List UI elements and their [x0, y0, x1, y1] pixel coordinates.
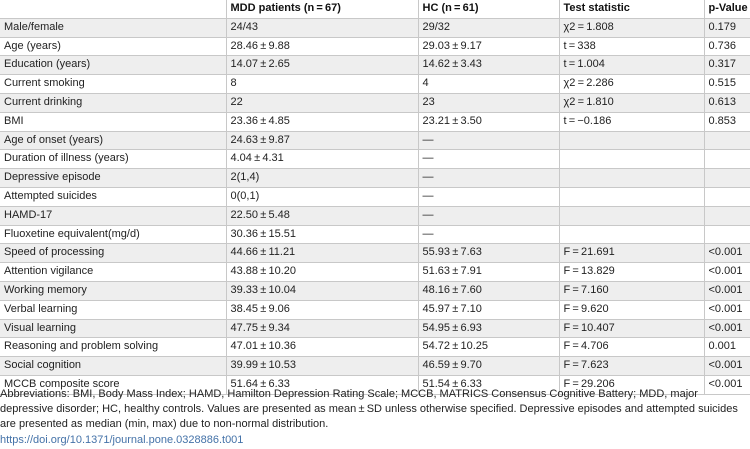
table-row [0, 75, 750, 94]
cell-test-statistic: t = 338 [559, 37, 704, 56]
cell-test-statistic: F = 4.706 [559, 338, 704, 357]
cell-p-value: <0.001 [704, 375, 750, 394]
cell-variable: Age (years) [0, 37, 226, 56]
cell-test-statistic: F = 29.206 [559, 375, 704, 394]
cell-test-statistic [559, 150, 704, 169]
cell-mdd: 38.45 ± 9.06 [226, 300, 418, 319]
cell-hc: 29/32 [418, 18, 559, 37]
cell-variable: HAMD-17 [0, 206, 226, 225]
cell-mdd: 43.88 ± 10.20 [226, 263, 418, 282]
cell-hc: — [418, 131, 559, 150]
cell-variable: Working memory [0, 281, 226, 300]
cell-variable: Current smoking [0, 75, 226, 94]
cell-test-statistic: F = 7.623 [559, 357, 704, 376]
cell-p-value: <0.001 [704, 300, 750, 319]
cell-test-statistic: t = 1.004 [559, 56, 704, 75]
cell-test-statistic: F = 10.407 [559, 319, 704, 338]
cell-p-value [704, 169, 750, 188]
cell-hc: 23.21 ± 3.50 [418, 112, 559, 131]
cell-p-value: <0.001 [704, 244, 750, 263]
cell-hc: 51.63 ± 7.91 [418, 263, 559, 282]
cell-p-value: <0.001 [704, 281, 750, 300]
cell-variable: Reasoning and problem solving [0, 338, 226, 357]
table-row [0, 112, 750, 131]
table-row [0, 93, 750, 112]
cell-mdd: 8 [226, 75, 418, 94]
cell-hc: 45.97 ± 7.10 [418, 300, 559, 319]
cell-variable: Visual learning [0, 319, 226, 338]
cell-mdd: 2(1,4) [226, 169, 418, 188]
table-row [0, 206, 750, 225]
cell-variable: Attempted suicides [0, 187, 226, 206]
cell-p-value [704, 131, 750, 150]
cell-hc: 51.54 ± 6.33 [418, 375, 559, 394]
cell-p-value: 0.853 [704, 112, 750, 131]
table-row [0, 18, 750, 37]
cell-test-statistic: F = 9.620 [559, 300, 704, 319]
cell-hc: — [418, 169, 559, 188]
cell-variable: BMI [0, 112, 226, 131]
table-row [0, 37, 750, 56]
cell-p-value: 0.736 [704, 37, 750, 56]
cell-variable: Social cognition [0, 357, 226, 376]
cell-p-value: <0.001 [704, 319, 750, 338]
header-hc: HC (n = 61) [418, 0, 559, 18]
header-test-statistic: Test statistic [559, 0, 704, 18]
cell-p-value [704, 150, 750, 169]
cell-hc: 54.72 ± 10.25 [418, 338, 559, 357]
table-row [0, 56, 750, 75]
table-row [0, 150, 750, 169]
cell-test-statistic: χ2 = 1.808 [559, 18, 704, 37]
cell-p-value [704, 187, 750, 206]
cell-hc: 4 [418, 75, 559, 94]
cell-test-statistic: χ2 = 2.286 [559, 75, 704, 94]
cell-hc: 23 [418, 93, 559, 112]
table-row [0, 187, 750, 206]
cell-hc: — [418, 206, 559, 225]
header-mdd: MDD patients (n = 67) [226, 0, 418, 18]
table-footnote: Abbreviations: BMI, Body Mass Index; HAMD, Hamilton Depression Rating Scale; MCCB, MATRICS Consensus Cognitive Battery; MDD, major depressive disorder; HC, healthy controls. Values are presented as mean ± SD unless otherwise specified. Depressive episodes and attempted suicides are presented as median (min, max) due to non-normal distribution. [0, 388, 738, 430]
cell-mdd: 28.46 ± 9.88 [226, 37, 418, 56]
cell-variable: Age of onset (years) [0, 131, 226, 150]
cell-hc: 46.59 ± 9.70 [418, 357, 559, 376]
cell-mdd: 44.66 ± 11.21 [226, 244, 418, 263]
cell-mdd: 22.50 ± 5.48 [226, 206, 418, 225]
cell-variable: Current drinking [0, 93, 226, 112]
cell-test-statistic [559, 225, 704, 244]
cell-mdd: 4.04 ± 4.31 [226, 150, 418, 169]
cell-hc: 54.95 ± 6.93 [418, 319, 559, 338]
cell-mdd: 23.36 ± 4.85 [226, 112, 418, 131]
cell-mdd: 47.75 ± 9.34 [226, 319, 418, 338]
cell-variable: Education (years) [0, 56, 226, 75]
cell-mdd: 24/43 [226, 18, 418, 37]
doi-link[interactable]: https://doi.org/10.1371/journal.pone.0328886.t001 [0, 434, 244, 446]
table-row [0, 263, 750, 282]
cell-variable: Duration of illness (years) [0, 150, 226, 169]
cell-mdd: 0(0,1) [226, 187, 418, 206]
table-body [0, 18, 750, 394]
table-row [0, 169, 750, 188]
cell-hc: — [418, 150, 559, 169]
cell-test-statistic: F = 21.691 [559, 244, 704, 263]
cell-hc: 55.93 ± 7.63 [418, 244, 559, 263]
cell-variable: Speed of processing [0, 244, 226, 263]
cell-mdd: 39.99 ± 10.53 [226, 357, 418, 376]
cell-mdd: 14.07 ± 2.65 [226, 56, 418, 75]
table-row [0, 300, 750, 319]
table-row [0, 225, 750, 244]
cell-variable: MCCB composite score [0, 375, 226, 394]
cell-hc: — [418, 187, 559, 206]
cell-test-statistic [559, 187, 704, 206]
cell-hc: — [418, 225, 559, 244]
cell-hc: 29.03 ± 9.17 [418, 37, 559, 56]
cell-p-value [704, 225, 750, 244]
cell-test-statistic: χ2 = 1.810 [559, 93, 704, 112]
cell-variable: Depressive episode [0, 169, 226, 188]
cell-variable: Male/female [0, 18, 226, 37]
cell-test-statistic: F = 13.829 [559, 263, 704, 282]
cell-test-statistic: t = −0.186 [559, 112, 704, 131]
cell-hc: 48.16 ± 7.60 [418, 281, 559, 300]
cell-mdd: 24.63 ± 9.87 [226, 131, 418, 150]
table-row [0, 338, 750, 357]
header-p-value: p-Value [704, 0, 750, 18]
cell-test-statistic [559, 131, 704, 150]
table-row [0, 281, 750, 300]
cell-variable: Verbal learning [0, 300, 226, 319]
cell-mdd: 51.64 ± 6.33 [226, 375, 418, 394]
cell-test-statistic: F = 7.160 [559, 281, 704, 300]
cell-p-value [704, 206, 750, 225]
cell-p-value: 0.317 [704, 56, 750, 75]
cell-hc: 14.62 ± 3.43 [418, 56, 559, 75]
cell-mdd: 47.01 ± 10.36 [226, 338, 418, 357]
cell-variable: Fluoxetine equivalent(mg/d) [0, 225, 226, 244]
table-row [0, 319, 750, 338]
cell-test-statistic [559, 206, 704, 225]
cell-p-value: <0.001 [704, 263, 750, 282]
cell-p-value: 0.001 [704, 338, 750, 357]
cell-mdd: 22 [226, 93, 418, 112]
cell-test-statistic [559, 169, 704, 188]
cell-p-value: 0.515 [704, 75, 750, 94]
cell-mdd: 30.36 ± 15.51 [226, 225, 418, 244]
cell-p-value: 0.179 [704, 18, 750, 37]
table-row [0, 357, 750, 376]
cell-mdd: 39.33 ± 10.04 [226, 281, 418, 300]
cell-variable: Attention vigilance [0, 263, 226, 282]
table-row [0, 131, 750, 150]
header-variable [0, 0, 226, 18]
table-row [0, 244, 750, 263]
table-header-row [0, 0, 750, 18]
cell-p-value: 0.613 [704, 93, 750, 112]
cell-p-value: <0.001 [704, 357, 750, 376]
